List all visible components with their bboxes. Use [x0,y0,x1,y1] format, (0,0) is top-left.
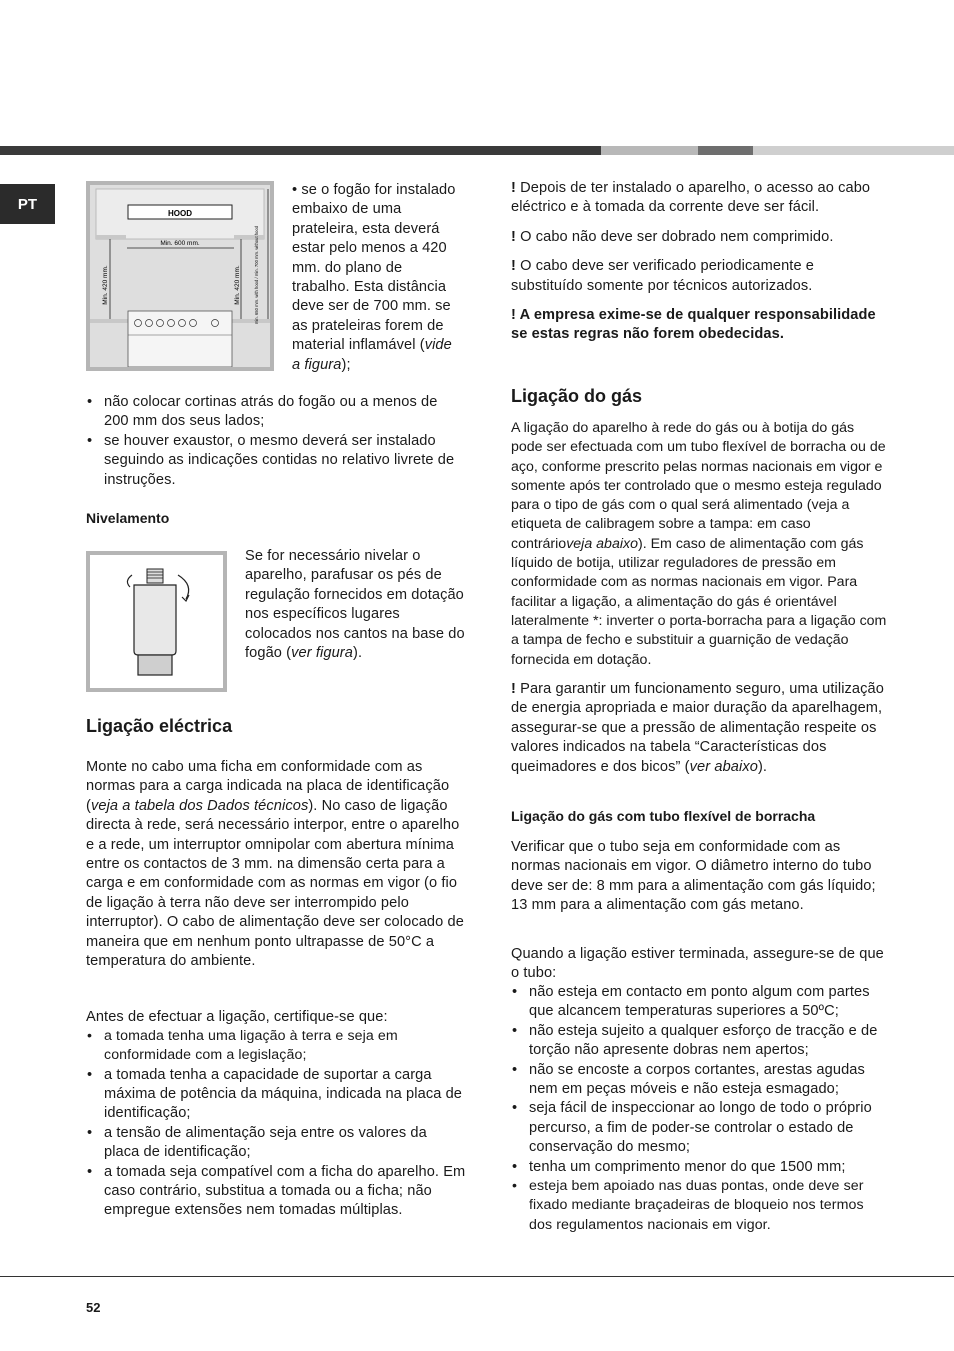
right-height-label: Min. 420 mm. [234,265,241,305]
gas-bullet-list [511,983,889,1235]
right-hood-labels: min. 650 mm. with hood / min. 700 mm. without hood [254,225,259,325]
intro-bullet-end: ); [341,356,351,373]
exclamation-icon: ! [511,228,516,245]
exclamation-icon: ! [511,681,516,697]
hood-clearance-figure [86,181,274,371]
nivelamento-italic: ver figura [291,645,353,662]
header-bar-dark [0,146,601,155]
warning-bold-text: A empresa exime-se de qualquer responsabilidade se estas regras não forem obedecidas. [511,307,876,343]
list-item: • esteja bem apoiado nas duas pontas, onde deve ser fixado mediante braçadeiras de bloqueio nos termos dos regulamentos nacionais em vigor. [511,1177,889,1235]
width-label: Min. 600 mm. [160,240,200,247]
intro-bullet [292,181,464,375]
left-bullet-list [86,393,466,490]
electric-p1b: ). No caso de ligação directa à rede, será necessário interpor, entre o aparelho e a rede, um interruptor omnipolar com abertura mínima entre os contactos de 3 mm. na dimensão certa para a carga e em conformidade com as normas em vigor (o fio de ligação à terra não deve ser interrompido pelo interruptor). O cabo de alimentação deve ser colocado de maneira que em nenhum ponto ultrapasse de 50°C a temperatura do ambiente. [86,797,464,970]
exclamation-icon: ! [511,258,516,275]
exclamation-icon: ! [511,307,516,324]
language-tab: PT [0,184,55,224]
nivelamento-end: ). [352,645,363,662]
warning-text: O cabo não deve ser dobrado nem comprimido. [520,228,834,245]
list-item: • a tomada tenha a capacidade de suportar a carga máxima de potência da máquina, indicada na placa de identificação; [86,1066,466,1124]
left-height-label: Min. 420 mm. [102,265,109,305]
header-bar-mid [698,146,753,155]
gas-sub-heading: Ligação do gás com tubo flexível de borracha [511,808,816,824]
list-item: • seja fácil de inspeccionar ao longo de todo o próprio percurso, a fim de poder-se controlar o estado de conservação do mesmo; [511,1099,889,1157]
electric-paragraph [86,758,464,971]
electric-heading: Ligação eléctrica [86,716,233,736]
nivelamento-body: Se for necessário nivelar o aparelho, parafusar os pés de regulação fornecidos em dotação nos específicos lugares colocados nos cantos na base do fogão ( [245,548,465,662]
gas-p1b: ). Em caso de alimentação com gás líquido de botija, utilizar reguladores de pressão em conformidade com as normas nacionais em vigor. Para facilitar a ligação, a alimentação do gás é orientável lateralmente *: inverter o porta-borracha para a ligação com a tampa de fecho e substituir a guarnição de vedação fornecida em dotação. [511,535,887,668]
header-bar-light [601,146,698,155]
hood-diagram [90,185,270,367]
warning-text: Depois de ter instalado o aparelho, o acesso ao cabo eléctrico e à tomada da corrente deve ser fácil. [511,180,871,216]
warning-1 [511,179,887,218]
nivelamento-heading: Nivelamento [86,510,170,526]
list-item: • não se encoste a corpos cortantes, arestas agudas nem em peças móveis e não esteja esmagado; [511,1061,889,1100]
gas-p1-italic: veja abaixo [566,535,638,552]
gas-paragraph [511,419,889,670]
gas-p1a: A ligação do aparelho à rede do gás ou à botija do gás pode ser efectuada com um tubo flexível de borracha ou de aço, conforme prescrito pelas normas nacionais em vigor e somente após ter controlado que o mesmo esteja regulado para o tipo de gás com o qual será alimentado (veja a etiqueta de calibragem sobre a tampa: em caso contrário [511,420,886,552]
gas-warning [511,680,887,777]
list-item: • a tomada seja compatível com a ficha do aparelho. Em caso contrário, substitua a tomada ou a ficha; não empregue extensões nem tomadas múltiplas. [86,1163,466,1221]
list-item: • se houver exaustor, o mesmo deverá ser instalado seguindo as indicações contidas no relativo livrete de instruções. [86,432,466,490]
list-item: • não esteja em contacto em ponto algum com partes que alcancem temperaturas superiores a 50ºC; [511,983,889,1022]
warning-2 [511,228,887,247]
list-item: • a tomada tenha uma ligação à terra e seja em conformidade com a legislação; [86,1027,466,1066]
hood-label: HOOD [168,209,192,218]
gas-heading: Ligação do gás [511,386,643,406]
intro-bullet-italic: vide a figura [292,337,452,373]
electric-p1-italic: veja a tabela dos Dados técnicos [90,797,309,814]
gas-paragraph-2: Verificar que o tubo seja em conformidade com as normas nacionais em vigor. O diâmetro interno do tubo deve ser de: 8 mm para a alimentação com gás líquido; 13 mm para a alimentação com gás metano. [511,839,876,914]
nivelamento-text [245,547,465,663]
electric-check-intro: Antes de efectuar a ligação, certifique-se que: [86,1009,388,1025]
electric-bullet-list [86,1027,466,1221]
gas-warn-italic: ver abaixo [689,758,758,775]
leveling-foot-figure [86,551,227,692]
gas-paragraph-3: Quando a ligação estiver terminada, assegure-se de que o tubo: [511,946,884,982]
list-item: • não esteja sujeito a qualquer esforço de tracção e de torção não apresente dobras nem apertos; [511,1022,889,1061]
electric-p1a: Monte no cabo uma ficha em conformidade com as normas para a carga indicada na placa de identificação ( [86,759,450,814]
warning-text: O cabo deve ser verificado periodicamente e substituído somente por técnicos autorizados. [511,258,815,294]
warning-3 [511,257,887,296]
leveling-foot-icon [90,555,223,688]
gas-warn-b: ). [757,758,768,775]
intro-bullet-text: • se o fogão for instalado embaixo de uma prateleira, esta deverá estar pelo menos a 420 mm. do plano de trabalho. Esta distância deve ser de 700 mm. se as prateleiras forem de material inflamável ( [292,182,456,354]
exclamation-icon: ! [511,180,516,196]
page-number: 52 [86,1300,101,1315]
warning-bold [511,306,887,345]
list-item: • tenha um comprimento menor do que 1500 mm; [511,1158,889,1177]
footer-rule [0,1276,954,1277]
list-item: • não colocar cortinas atrás do fogão ou a menos de 200 mm dos seus lados; [86,393,466,432]
gas-warn-a: Para garantir um funcionamento seguro, uma utilização de energia apropriada e maior duração da aparelhagem, assegurar-se que a pressão de alimentação respeite os valores indicados na tabela “Características dos queimadores e dos bicos” ( [511,681,884,775]
right-column-warnings [511,179,887,345]
header-bar-light-2 [753,146,954,155]
list-item: • a tensão de alimentação seja entre os valores da placa de identificação; [86,1124,466,1163]
